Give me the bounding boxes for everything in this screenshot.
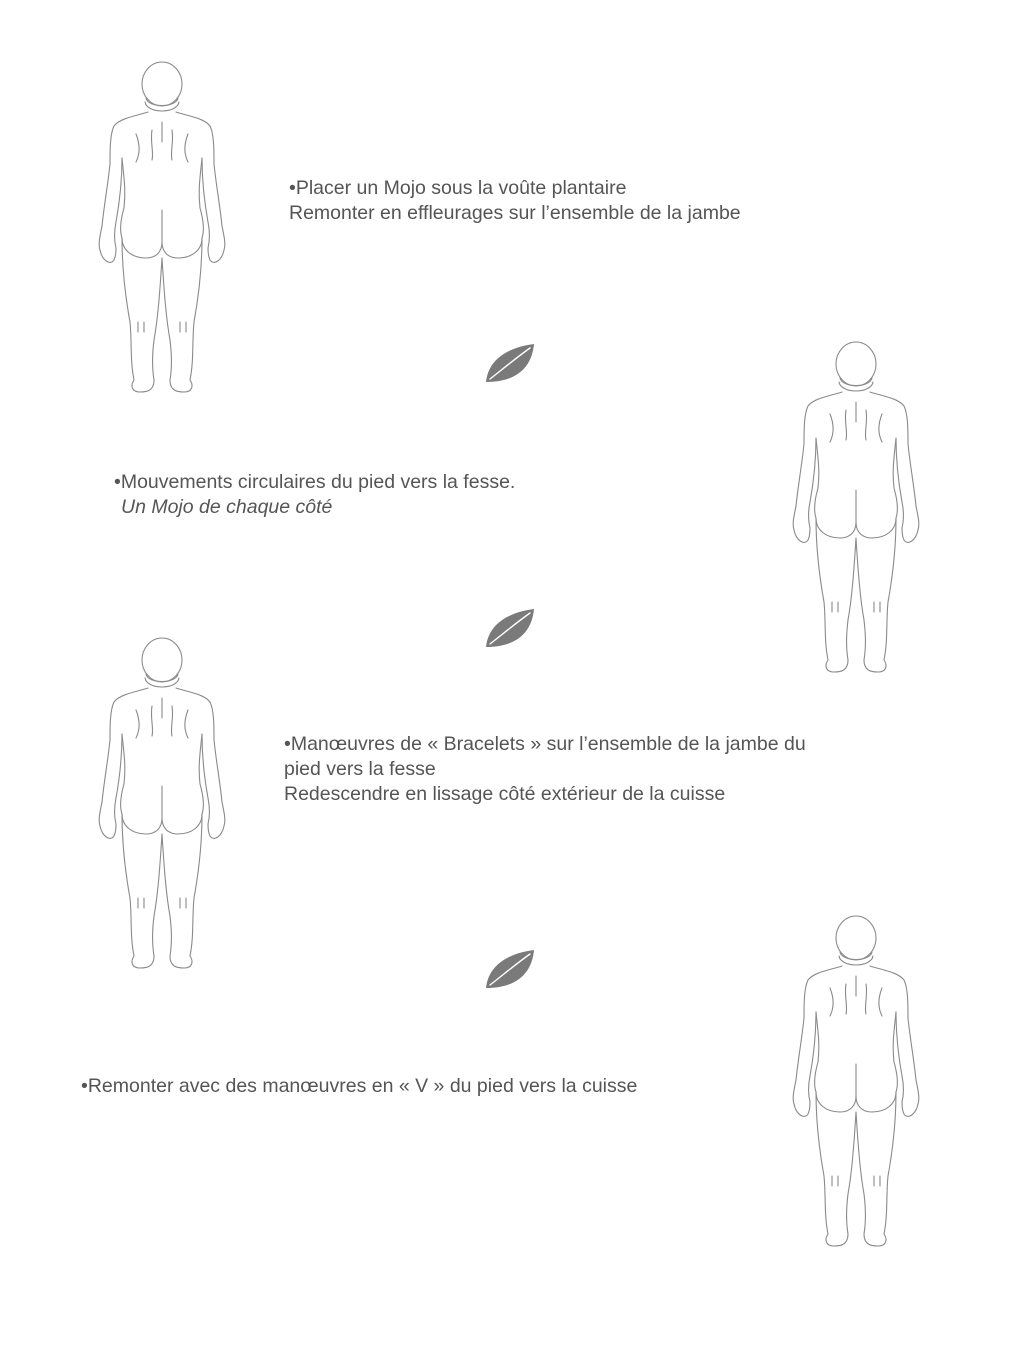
body-back-view-icon: [786, 340, 926, 680]
step-3-line-3: Redescendre en lissage côté extérieur de la cuisse: [284, 783, 726, 805]
body-figure-4: [786, 914, 926, 1254]
leaf-separator-2: [482, 607, 538, 651]
leaf-icon: [482, 948, 538, 992]
leaf-separator-3: [482, 948, 538, 992]
step-2-line-1: •Mouvements circulaires du pied vers la fesse.: [114, 471, 516, 493]
step-3-text: [284, 732, 806, 807]
body-figure-3: [92, 636, 232, 976]
leaf-icon: [482, 342, 538, 386]
step-1-line-1: •Placer un Mojo sous la voûte plantaire: [289, 177, 627, 199]
step-2-note: Un Mojo de chaque côté: [121, 496, 333, 518]
body-back-view-icon: [786, 914, 926, 1254]
step-3-line-1: •Manœuvres de « Bracelets » sur l’ensemble de la jambe du: [284, 733, 806, 755]
leaf-separator-1: [482, 342, 538, 386]
step-1-line-2: Remonter en effleurages sur l’ensemble de la jambe: [289, 202, 741, 224]
step-4-text: [81, 1074, 637, 1099]
step-2-text: [114, 470, 515, 520]
body-figure-1: [92, 60, 232, 400]
body-back-view-icon: [92, 60, 232, 400]
step-4-line-1: •Remonter avec des manœuvres en « V » du pied vers la cuisse: [81, 1075, 638, 1097]
leaf-icon: [482, 607, 538, 651]
step-3-line-2: pied vers la fesse: [284, 758, 436, 780]
step-1-text: [289, 176, 741, 226]
body-back-view-icon: [92, 636, 232, 976]
body-figure-2: [786, 340, 926, 680]
